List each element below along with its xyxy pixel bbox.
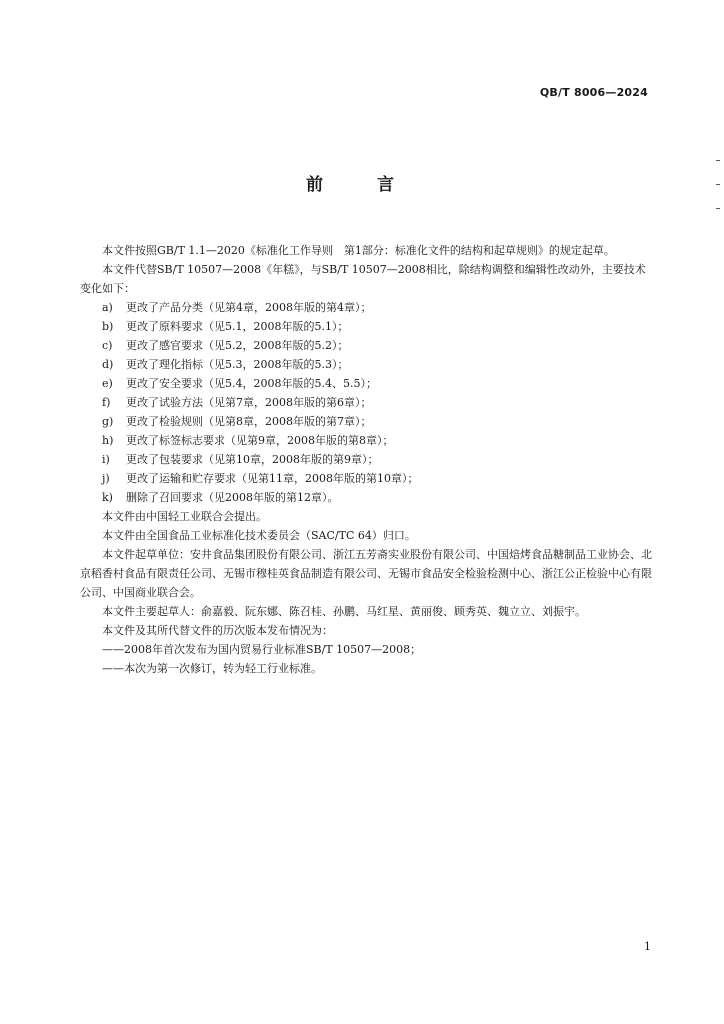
list-item-text: 更改了试验方法（见第7章，2008年版的第6章）；: [126, 396, 372, 409]
paragraph-history-current: ——本次为第一次修订，转为轻工行业标准。: [102, 662, 322, 675]
list-item: [80, 412, 655, 431]
list-marker: f): [102, 396, 111, 409]
list-item-text: 更改了安全要求（见5.4，2008年版的5.4、5.5）；: [126, 377, 377, 390]
list-item-text: 更改了理化指标（见5.3，2008年版的5.3）；: [126, 358, 349, 371]
list-marker: h): [102, 434, 114, 447]
paragraph-history-intro: 本文件及其所代替文件的历次版本发布情况为：: [102, 624, 333, 637]
scan-edge-mark: [716, 184, 720, 185]
list-item: [80, 450, 655, 469]
scan-edge-mark: [716, 208, 720, 209]
list-marker: e): [102, 377, 113, 390]
foreword-body: [80, 241, 655, 678]
paragraph-drafting-rule: 本文件按照GB/T 1.1—2020《标准化工作导则 第1部分：标准化文件的结构和起草规则》的规定起草。: [102, 244, 615, 257]
list-marker: c): [102, 339, 113, 352]
list-marker: d): [102, 358, 114, 371]
paragraph-drafters: 本文件主要起草人：俞嘉毅、阮东娜、陈召桂、孙鹏、马红星、黄丽俊、顾秀英、魏立立、刘振宇。: [102, 605, 586, 618]
list-item: [80, 336, 655, 355]
list-item-text: 更改了检验规则（见第8章，2008年版的第7章）；: [126, 415, 372, 428]
paragraph-committee: 本文件由全国食品工业标准化技术委员会（SAC/TC 64）归口。: [102, 529, 416, 542]
list-marker: a): [102, 301, 113, 314]
list-item: [80, 469, 655, 488]
list-item: [80, 488, 655, 507]
paragraph-replacement: 本文件代替SB/T 10507—2008《年糕》，与SB/T 10507—2008相比，除结构调整和编辑性改动外，主要技术变化如下：: [80, 263, 646, 295]
page-number: 1: [644, 940, 651, 953]
list-marker: g): [102, 415, 114, 428]
list-marker: j): [102, 472, 110, 485]
list-item-text: 更改了产品分类（见第4章，2008年版的第4章）；: [126, 301, 372, 314]
list-marker: k): [102, 491, 113, 504]
paragraph-history-2008: ——2008年首次发布为国内贸易行业标准SB/T 10507—2008；: [102, 643, 422, 656]
list-item-text: 更改了标签标志要求（见第9章，2008年版的第8章）；: [126, 434, 394, 447]
list-marker: b): [102, 320, 114, 333]
list-marker: i): [102, 453, 110, 466]
list-item: [80, 355, 655, 374]
list-item: [80, 374, 655, 393]
page-title: 前 言: [306, 175, 418, 195]
scan-edge-mark: [716, 160, 720, 161]
list-item-text: 更改了原料要求（见5.1，2008年版的5.1）；: [126, 320, 349, 333]
list-item: [80, 393, 655, 412]
list-item-text: 更改了包装要求（见第10章，2008年版的第9章）；: [126, 453, 379, 466]
list-item: [80, 298, 655, 317]
changes-list: [80, 298, 655, 507]
list-item: [80, 317, 655, 336]
paragraph-proposer: 本文件由中国轻工业联合会提出。: [102, 510, 267, 523]
list-item-text: 删除了召回要求（见2008年版的第12章）。: [126, 491, 339, 504]
list-item-text: 更改了感官要求（见5.2，2008年版的5.2）；: [126, 339, 349, 352]
paragraph-drafting-units: 本文件起草单位：安井食品集团股份有限公司、浙江五芳斋实业股份有限公司、中国焙烤食品糖制品工业协会、北京稻香村食品有限责任公司、无锡市穆桂英食品制造有限公司、无锡市食品安全检验检测中心、浙江公正检验中心有限公司、中国商业联合会。: [80, 548, 652, 599]
list-item: [80, 431, 655, 450]
standard-code: QB/T 8006—2024: [539, 86, 648, 99]
list-item-text: 更改了运输和贮存要求（见第11章，2008年版的第10章）；: [126, 472, 419, 485]
